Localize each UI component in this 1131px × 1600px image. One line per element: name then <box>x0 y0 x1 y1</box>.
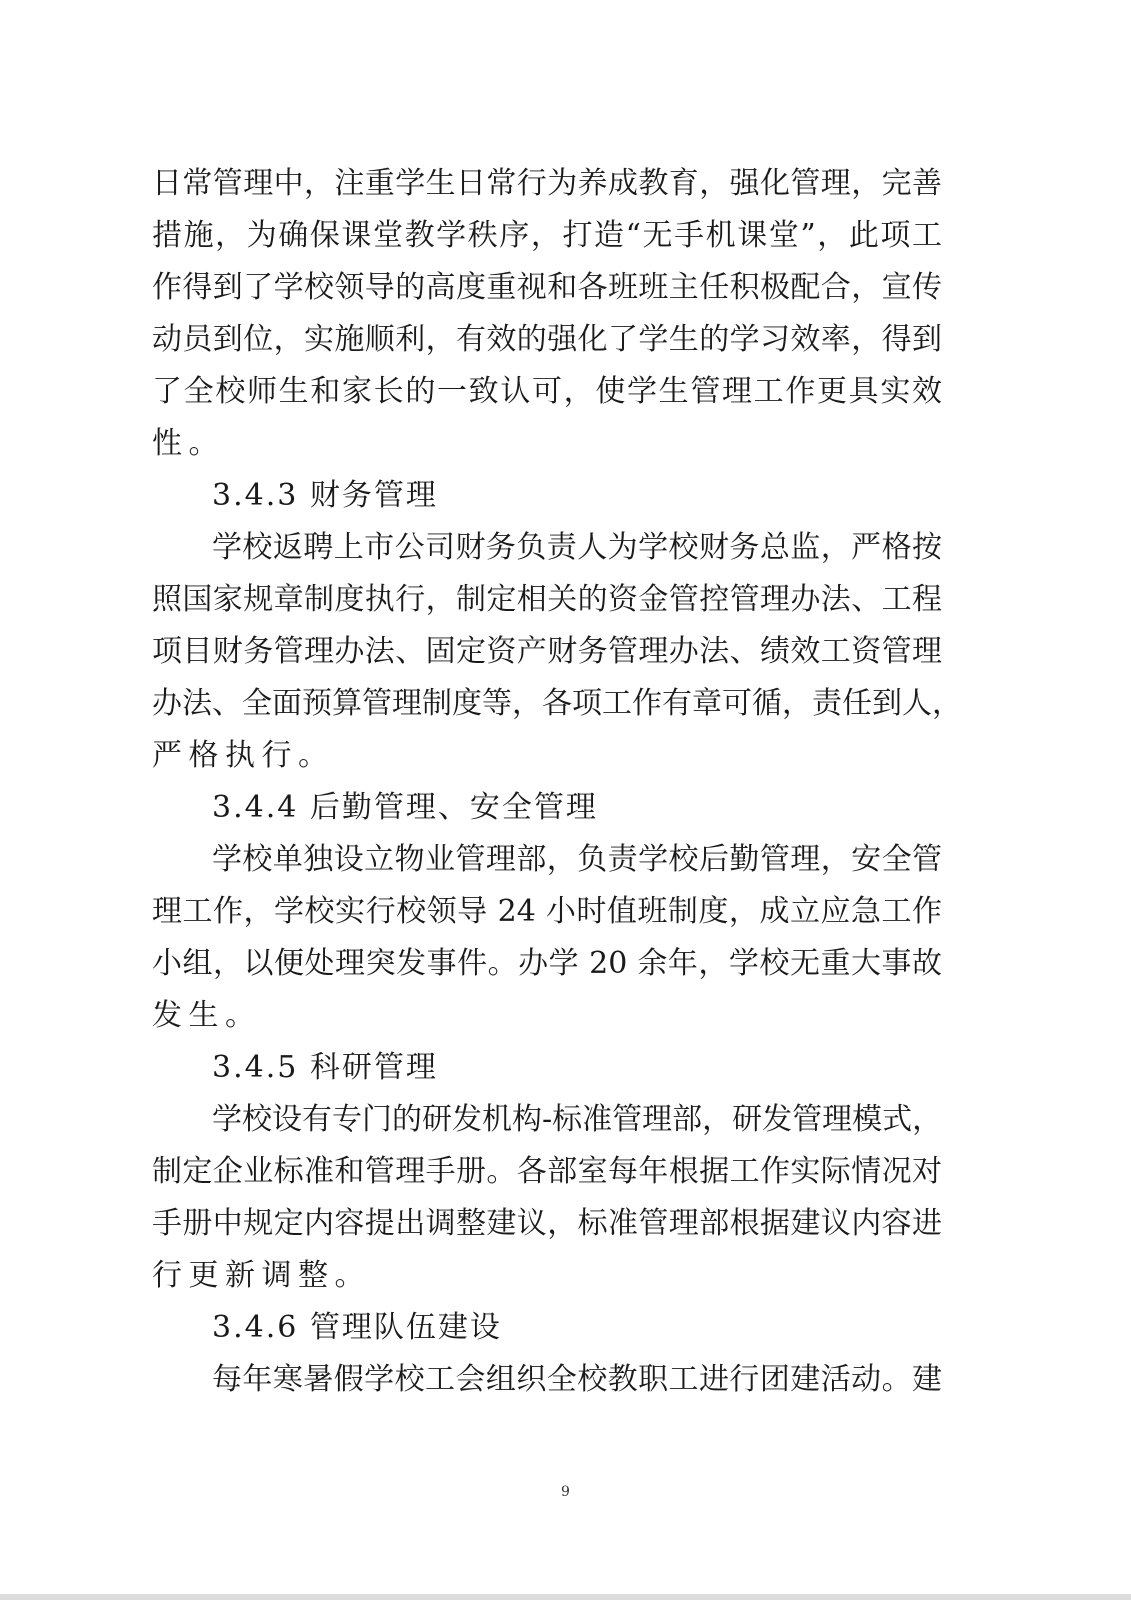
section-heading-finance: 3.4.3 财务管理 <box>212 478 438 513</box>
text-line: 严格执行。 <box>152 738 335 773</box>
paragraph-logistics-safety <box>152 834 942 1042</box>
text-line: 性。 <box>152 426 225 461</box>
text-line: 动员到位，实施顺利，有效的强化了学生的学习效率，得到 <box>152 322 942 357</box>
text-line: 学校返聘上市公司财务负责人为学校财务总监，严格按 <box>212 530 942 565</box>
text-line: 小组，以便处理突发事件。办学 20 余年，学校无重大事故 <box>152 946 942 981</box>
text-line: 行更新调整。 <box>152 1258 371 1293</box>
text-line: 日常管理中，注重学生日常行为养成教育，强化管理，完善 <box>152 166 942 201</box>
scan-edge-divider <box>0 1594 1131 1600</box>
section-heading-logistics-safety: 3.4.4 后勤管理、安全管理 <box>212 790 598 825</box>
section-heading-research: 3.4.5 科研管理 <box>212 1050 438 1085</box>
paragraph-management-team <box>152 1354 942 1406</box>
paragraph-student-management <box>152 158 942 470</box>
text-line: 作得到了学校领导的高度重视和各班班主任积极配合，宣传 <box>152 270 942 305</box>
text-line: 手册中规定内容提出调整建议，标准管理部根据建议内容进 <box>152 1206 942 1241</box>
text-line: 了全校师生和家长的一致认可，使学生管理工作更具实效 <box>152 374 942 409</box>
section-heading-management-team: 3.4.6 管理队伍建设 <box>212 1310 502 1345</box>
text-line: 办法、全面预算管理制度等，各项工作有章可循，责任到人， <box>152 686 962 721</box>
text-line: 项目财务管理办法、固定资产财务管理办法、绩效工资管理 <box>152 634 942 669</box>
text-line: 措施，为确保课堂教学秩序，打造“无手机课堂”，此项工 <box>152 218 942 253</box>
paragraph-finance <box>152 522 962 782</box>
text-line: 制定企业标准和管理手册。各部室每年根据工作实际情况对 <box>152 1154 942 1189</box>
text-line: 发生。 <box>152 998 262 1033</box>
paragraph-research <box>152 1094 942 1302</box>
text-line: 理工作，学校实行校领导 24 小时值班制度，成立应急工作 <box>152 894 942 929</box>
text-line: 每年寒暑假学校工会组织全校教职工进行团建活动。建 <box>212 1362 942 1397</box>
text-line: 学校设有专门的研发机构-标准管理部，研发管理模式， <box>212 1102 943 1137</box>
page-number: 9 <box>561 1484 570 1500</box>
document-body <box>152 158 962 1406</box>
text-line: 照国家规章制度执行，制定相关的资金管控管理办法、工程 <box>152 582 942 617</box>
text-line: 学校单独设立物业管理部，负责学校后勤管理，安全管 <box>212 842 942 877</box>
